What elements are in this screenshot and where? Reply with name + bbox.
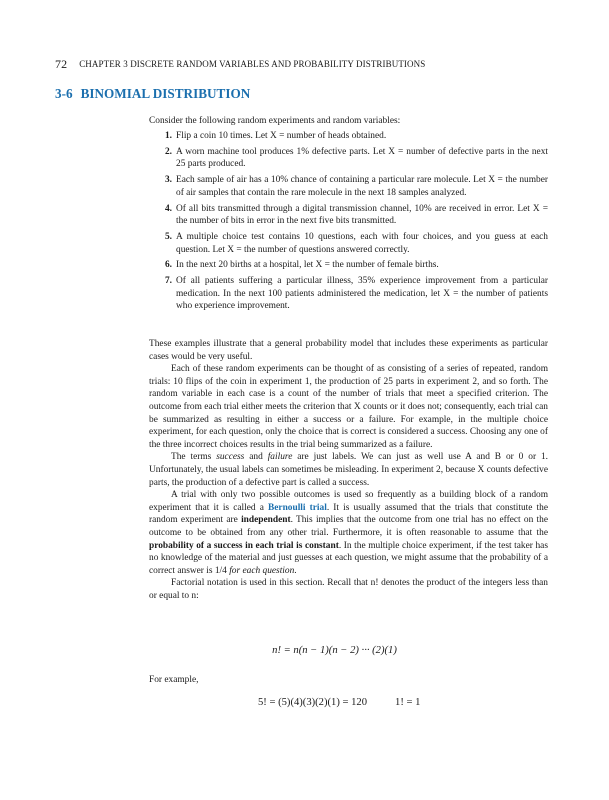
section-number: 3-6 bbox=[55, 86, 73, 101]
experiment-number: 5. bbox=[164, 231, 172, 242]
experiment-item bbox=[149, 203, 548, 228]
running-head bbox=[55, 57, 425, 72]
chapter-title: CHAPTER 3 DISCRETE RANDOM VARIABLES AND PROBABILITY DISTRIBUTIONS bbox=[79, 59, 426, 69]
experiment-text: Of all patients suffering a particular illness, 35% experience improvement from a particular medication. In the next 100 patients administered the medication, let X = the number of patients who experience improvement. bbox=[176, 276, 548, 312]
paragraph-5: Factorial notation is used in this section. Recall that n! denotes the product of the integers less than or equal to n: bbox=[149, 578, 548, 601]
page-number: 72 bbox=[55, 57, 68, 71]
experiment-text: Each sample of air has a 10% chance of containing a particular rare molecule. Let X = the number of air samples that contain the rare molecule in the next 18 samples analyzed. bbox=[176, 175, 548, 198]
paragraph-2: Each of these random experiments can be thought of as consisting of a series of repeated, random trials: 10 flips of the coin in experiment 1, the production of 25 parts in experiment 2, and so forth. The random variable in each case is a count of the number of trials that meet a specified criterion. The outcome from each trial either meets the criterion that X counts or it does not; consequently, each trial can be summarized as resulting in either a success or a failure. For example, in the multiple choice experiment, for each question, only the choice that is correct is considered a success. Choosing any one of the three incorrect choices results in the trial being summarized as a failure. bbox=[149, 364, 548, 450]
experiment-item bbox=[149, 146, 548, 171]
experiment-item bbox=[149, 130, 548, 143]
experiment-text: A worn machine tool produces 1% defective parts. Let X = number of defective parts in the next 25 parts produced. bbox=[176, 146, 548, 170]
one-factorial: 1! = 1 bbox=[395, 697, 421, 708]
paragraph-3: The terms success and failure are just labels. We can just as well use A and B or 0 or 1. Unfortunately, the usual labels can sometimes be misleading. In experiment 2, because X counts defective parts, the production of a defective part is called a success. bbox=[149, 452, 548, 488]
experiment-number: 4. bbox=[164, 203, 172, 214]
paragraph-1: These examples illustrate that a general probability model that includes these experiments as particular cases would be very useful. bbox=[149, 339, 548, 362]
term-for-each-question: for each question bbox=[229, 565, 295, 576]
term-constant-probability: probability of a success in each trial is constant bbox=[149, 540, 339, 551]
section-heading bbox=[55, 86, 250, 102]
experiment-item bbox=[149, 174, 548, 199]
intro-sentence: Consider the following random experiments and random variables: bbox=[149, 116, 401, 126]
experiment-text: A multiple choice test contains 10 questions, each with four choices, and you guess at each question. Let X = the number of questions answered correctly. bbox=[176, 231, 548, 255]
experiment-item bbox=[149, 231, 548, 256]
experiment-text: In the next 20 births at a hospital, let X = the number of female births. bbox=[176, 260, 439, 271]
experiment-item bbox=[149, 259, 548, 272]
experiment-number: 2. bbox=[164, 146, 172, 157]
term-success: success bbox=[216, 452, 245, 463]
experiment-text: Of all bits transmitted through a digital transmission channel, 10% are received in error. Let X = the number of bits in error in the next five bits transmitted. bbox=[176, 203, 548, 227]
experiment-number: 3. bbox=[164, 175, 172, 186]
term-independent: independent bbox=[241, 515, 291, 526]
paragraph-4: A trial with only two possible outcomes is used so frequently as a building block of a random experiment that it is called a Bernoulli trial. It is usually assumed that the trials that constitute the random experiment are independent. This implies that the outcome from one trial has no effect on the outcome to be obtained from any other trial. Furthermore, it is often reasonable to assume that the probability of a success in each trial is constant. In the multiple choice experiment, if the test taker has no knowledge of the material and just guesses at each question, we might assume that the probability of a correct answer is 1/4 for each question. bbox=[149, 490, 549, 576]
for-example-text: For example, bbox=[149, 675, 199, 685]
intro-text bbox=[149, 115, 548, 128]
experiment-number: 1. bbox=[164, 131, 172, 141]
experiment-number: 6. bbox=[164, 260, 172, 271]
term-failure: failure bbox=[267, 452, 293, 463]
experiment-item bbox=[149, 275, 548, 313]
experiment-text: Flip a coin 10 times. Let X = number of heads obtained. bbox=[176, 131, 387, 141]
factorial-example-equation bbox=[258, 697, 420, 708]
factorial-definition-equation: n! = n(n − 1)(n − 2) ··· (2)(1) bbox=[272, 645, 397, 656]
five-factorial: 5! = (5)(4)(3)(2)(1) = 120 bbox=[258, 697, 368, 708]
experiment-number: 7. bbox=[164, 276, 172, 287]
experiment-list bbox=[149, 130, 548, 316]
section-title: BINOMIAL DISTRIBUTION bbox=[80, 86, 251, 101]
main-text bbox=[149, 338, 548, 602]
term-bernoulli-trial: Bernoulli trial bbox=[268, 502, 327, 513]
